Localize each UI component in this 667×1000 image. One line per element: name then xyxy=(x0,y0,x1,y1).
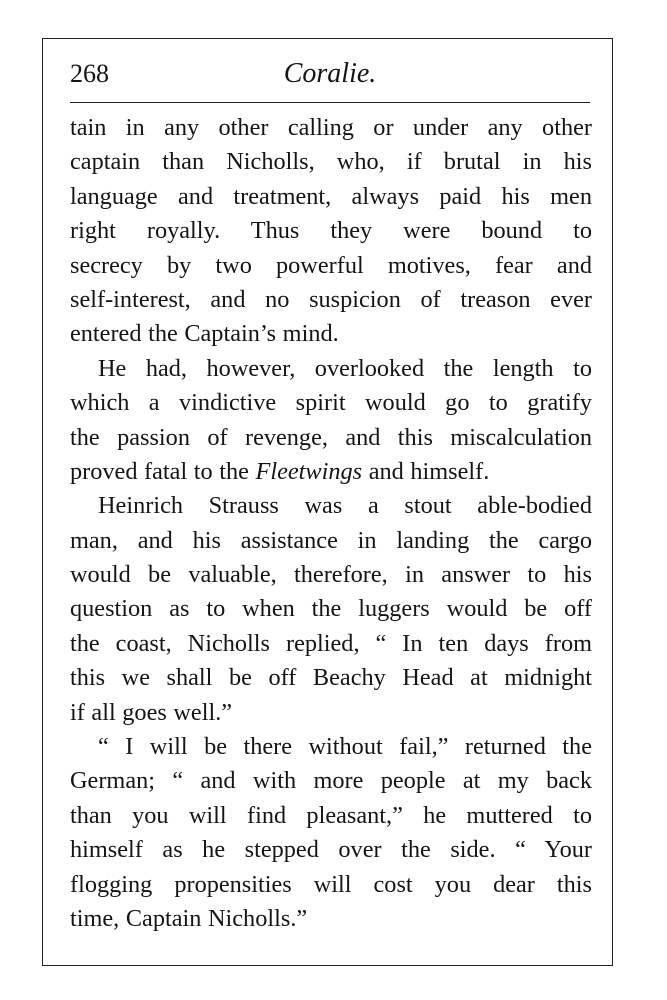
text-line: the passion of revenge, and this miscalculation xyxy=(70,423,592,451)
text-run: and himself. xyxy=(362,457,490,485)
text-line: this we shall be off Beachy Head at midnight xyxy=(70,664,592,692)
ship-name-italic: Fleetwings xyxy=(255,457,363,485)
text-line: question as to when the luggers would be off xyxy=(70,595,592,623)
page-header xyxy=(70,54,590,94)
text-line: Heinrich Strauss was a stout able-bodied xyxy=(98,492,592,520)
text-line: if all goes well.” xyxy=(70,698,233,726)
text-line: right royally. Thus they were bound to xyxy=(70,217,592,245)
page-number: 268 xyxy=(70,59,109,88)
text-line xyxy=(70,455,592,489)
text-line: would be valuable, therefore, in answer to his xyxy=(70,561,592,589)
text-line: German; “ and with more people at my back xyxy=(70,767,592,795)
text-line: language and treatment, always paid his men xyxy=(70,182,592,210)
text-line: He had, however, overlooked the length to xyxy=(98,354,592,382)
text-line: man, and his assistance in landing the cargo xyxy=(70,526,592,554)
running-title: Coralie. xyxy=(283,58,377,89)
text-line: himself as he stepped over the side. “ Your xyxy=(70,836,592,864)
text-line: which a vindictive spirit would go to gratify xyxy=(70,389,592,417)
text-line: entered the Captain’s mind. xyxy=(70,320,339,348)
text-line: tain in any other calling or under any other xyxy=(70,114,592,141)
text-run: proved fatal to the xyxy=(70,457,256,485)
paragraph-4 xyxy=(70,730,592,936)
text-line: flogging propensities will cost you dear this xyxy=(70,870,592,898)
paragraph-1 xyxy=(70,111,592,352)
text-line: “ I will be there without fail,” returned the xyxy=(98,733,592,761)
header-rule xyxy=(70,102,590,103)
text-line: than you will find pleasant,” he muttered to xyxy=(70,801,592,829)
text-line: time, Captain Nicholls.” xyxy=(70,904,308,932)
paragraph-2 xyxy=(70,352,592,490)
text-line: captain than Nicholls, who, if brutal in his xyxy=(70,148,592,176)
body-text xyxy=(70,111,592,936)
text-line: secrecy by two powerful motives, fear and xyxy=(70,251,592,279)
text-line: self-interest, and no suspicion of treason ever xyxy=(70,285,592,313)
text-line: the coast, Nicholls replied, “ In ten days from xyxy=(70,629,592,657)
paragraph-3 xyxy=(70,489,592,730)
